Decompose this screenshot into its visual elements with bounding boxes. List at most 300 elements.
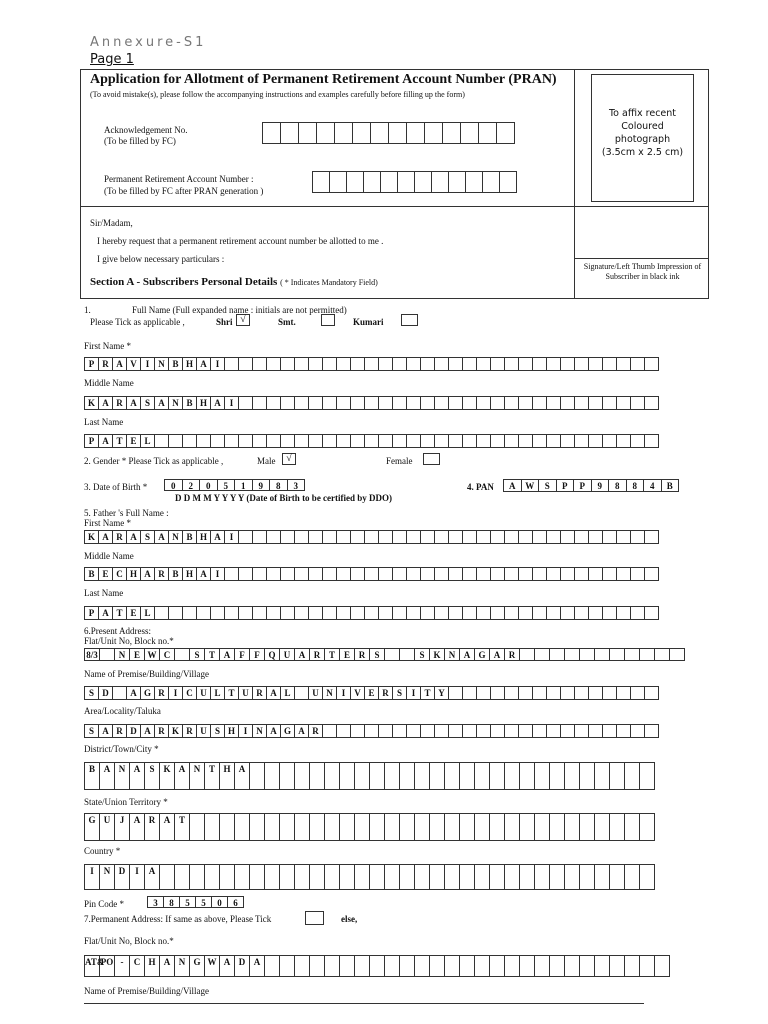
pran-number-field[interactable] [312,171,517,193]
char-box[interactable] [281,434,295,448]
char-box[interactable] [490,955,505,977]
district-field[interactable] [84,762,655,790]
char-box[interactable] [645,530,659,544]
char-box[interactable] [430,955,445,977]
char-box[interactable] [533,530,547,544]
char-box[interactable] [475,813,490,841]
char-box[interactable] [631,434,645,448]
char-box[interactable]: K [85,530,99,544]
char-box[interactable] [500,171,517,193]
char-box[interactable] [547,530,561,544]
char-box[interactable] [355,864,370,890]
char-box[interactable] [505,762,520,790]
char-box[interactable] [631,686,645,700]
char-box[interactable] [519,357,533,371]
char-box[interactable] [575,434,589,448]
char-box[interactable] [575,606,589,620]
char-box[interactable] [519,434,533,448]
char-box[interactable]: S [145,762,160,790]
char-box[interactable] [575,567,589,581]
char-box[interactable]: A [99,434,113,448]
char-box[interactable] [421,530,435,544]
char-box[interactable] [239,530,253,544]
char-box[interactable] [449,606,463,620]
char-box[interactable] [491,724,505,738]
char-box[interactable] [355,813,370,841]
char-box[interactable] [477,357,491,371]
char-box[interactable]: A [127,686,141,700]
char-box[interactable] [631,724,645,738]
char-box[interactable] [400,864,415,890]
pan-field[interactable] [503,479,679,492]
char-box[interactable] [561,396,575,410]
char-box[interactable] [239,434,253,448]
char-box[interactable] [323,396,337,410]
char-box[interactable] [295,813,310,841]
char-box[interactable]: A [197,567,211,581]
char-box[interactable] [310,813,325,841]
char-box[interactable] [505,530,519,544]
char-box[interactable] [330,171,347,193]
char-box[interactable] [533,606,547,620]
char-box[interactable] [463,724,477,738]
char-box[interactable] [547,606,561,620]
char-box[interactable] [309,606,323,620]
char-box[interactable]: I [141,357,155,371]
char-box[interactable] [225,434,239,448]
char-box[interactable] [610,955,625,977]
char-box[interactable] [365,606,379,620]
char-box[interactable] [505,567,519,581]
char-box[interactable]: W [145,648,160,661]
char-box[interactable] [309,357,323,371]
char-box[interactable] [323,530,337,544]
char-box[interactable]: G [281,724,295,738]
char-box[interactable] [640,864,655,890]
char-box[interactable] [337,396,351,410]
char-box[interactable] [295,864,310,890]
char-box[interactable]: 4 [644,479,662,492]
char-box[interactable]: A [220,648,235,661]
char-box[interactable] [197,434,211,448]
char-box[interactable]: I [225,396,239,410]
char-box[interactable] [265,762,280,790]
char-box[interactable] [575,724,589,738]
char-box[interactable] [435,396,449,410]
char-box[interactable] [280,955,295,977]
char-box[interactable]: A [197,357,211,371]
char-box[interactable]: 8 [609,479,627,492]
char-box[interactable] [351,434,365,448]
char-box[interactable]: A [504,479,522,492]
char-box[interactable] [393,606,407,620]
char-box[interactable] [449,567,463,581]
kumari-checkbox[interactable] [401,314,418,326]
char-box[interactable]: V [351,686,365,700]
char-box[interactable] [565,648,580,661]
char-box[interactable] [519,567,533,581]
char-box[interactable]: A [211,530,225,544]
char-box[interactable] [550,648,565,661]
char-box[interactable]: I [239,724,253,738]
char-box[interactable] [561,357,575,371]
char-box[interactable] [317,122,335,144]
char-box[interactable] [645,396,659,410]
char-box[interactable] [407,122,425,144]
char-box[interactable] [561,530,575,544]
char-box[interactable] [505,724,519,738]
char-box[interactable] [364,171,381,193]
char-box[interactable] [421,724,435,738]
char-box[interactable] [407,357,421,371]
char-box[interactable] [603,686,617,700]
char-box[interactable]: E [127,606,141,620]
char-box[interactable] [533,724,547,738]
char-box[interactable]: A [100,762,115,790]
char-box[interactable]: H [127,567,141,581]
char-box[interactable] [435,530,449,544]
char-box[interactable] [379,567,393,581]
char-box[interactable] [235,813,250,841]
char-box[interactable]: I [85,864,100,890]
char-box[interactable] [340,762,355,790]
char-box[interactable] [211,434,225,448]
char-box[interactable] [595,813,610,841]
char-box[interactable] [415,813,430,841]
char-box[interactable] [617,396,631,410]
char-box[interactable]: A [175,762,190,790]
char-box[interactable]: H [220,762,235,790]
char-box[interactable]: B [183,530,197,544]
char-box[interactable] [281,122,299,144]
char-box[interactable] [225,567,239,581]
char-box[interactable]: P [557,479,575,492]
char-box[interactable] [310,864,325,890]
char-box[interactable] [267,606,281,620]
char-box[interactable]: 2 [183,479,201,491]
char-box[interactable] [589,724,603,738]
char-box[interactable] [190,813,205,841]
char-box[interactable]: K [169,724,183,738]
char-box[interactable] [239,396,253,410]
char-box[interactable] [351,357,365,371]
char-box[interactable] [550,955,565,977]
char-box[interactable]: B [169,357,183,371]
char-box[interactable]: G [190,955,205,977]
char-box[interactable] [267,530,281,544]
char-box[interactable]: E [130,648,145,661]
char-box[interactable]: N [115,762,130,790]
char-box[interactable]: A [130,762,145,790]
char-box[interactable] [631,567,645,581]
char-box[interactable] [253,357,267,371]
char-box[interactable] [313,171,330,193]
char-box[interactable]: A [113,357,127,371]
char-box[interactable] [381,171,398,193]
char-box[interactable]: B [85,762,100,790]
char-box[interactable] [267,567,281,581]
char-box[interactable] [547,567,561,581]
char-box[interactable] [533,434,547,448]
char-box[interactable] [239,567,253,581]
char-box[interactable] [645,724,659,738]
char-box[interactable]: D [115,864,130,890]
premise-field[interactable] [84,686,659,700]
char-box[interactable] [267,357,281,371]
char-box[interactable]: G [141,686,155,700]
char-box[interactable]: T [205,762,220,790]
char-box[interactable]: A [130,813,145,841]
char-box[interactable] [309,434,323,448]
char-box[interactable] [520,813,535,841]
char-box[interactable]: A [267,686,281,700]
char-box[interactable]: N [155,357,169,371]
char-box[interactable] [491,530,505,544]
char-box[interactable]: 0 [165,479,183,491]
char-box[interactable]: A [250,955,265,977]
char-box[interactable]: E [340,648,355,661]
char-box[interactable]: A [211,396,225,410]
char-box[interactable] [421,567,435,581]
char-box[interactable] [421,606,435,620]
char-box[interactable] [603,434,617,448]
char-box[interactable]: S [415,648,430,661]
char-box[interactable] [625,955,640,977]
char-box[interactable] [393,434,407,448]
char-box[interactable] [370,813,385,841]
dob-field[interactable] [164,479,305,491]
char-box[interactable] [477,434,491,448]
char-box[interactable]: A [127,396,141,410]
char-box[interactable] [295,396,309,410]
char-box[interactable] [225,606,239,620]
char-box[interactable] [253,396,267,410]
char-box[interactable]: 3 [148,896,164,908]
char-box[interactable] [603,357,617,371]
char-box[interactable] [479,122,497,144]
char-box[interactable]: K [85,396,99,410]
char-box[interactable] [295,686,309,700]
char-box[interactable] [610,762,625,790]
char-box[interactable] [580,813,595,841]
char-box[interactable] [520,955,535,977]
char-box[interactable] [250,813,265,841]
char-box[interactable] [113,686,127,700]
char-box[interactable] [371,122,389,144]
first-name-field[interactable] [84,357,659,371]
char-box[interactable] [340,813,355,841]
char-box[interactable]: R [505,648,520,661]
char-box[interactable] [365,724,379,738]
char-box[interactable] [263,122,281,144]
char-box[interactable] [239,357,253,371]
char-box[interactable]: S [141,530,155,544]
char-box[interactable]: S [370,648,385,661]
char-box[interactable]: S [190,648,205,661]
char-box[interactable]: - [115,955,130,977]
char-box[interactable] [491,606,505,620]
char-box[interactable] [533,686,547,700]
char-box[interactable]: Q [265,648,280,661]
char-box[interactable] [640,813,655,841]
char-box[interactable] [595,648,610,661]
char-box[interactable] [310,762,325,790]
char-box[interactable] [603,724,617,738]
char-box[interactable] [175,864,190,890]
char-box[interactable]: A [295,648,310,661]
char-box[interactable] [183,606,197,620]
char-box[interactable] [385,762,400,790]
char-box[interactable] [379,724,393,738]
char-box[interactable]: AT& [85,955,100,977]
char-box[interactable] [280,864,295,890]
char-box[interactable] [477,567,491,581]
char-box[interactable] [355,762,370,790]
char-box[interactable]: A [235,762,250,790]
char-box[interactable] [445,813,460,841]
char-box[interactable] [483,171,500,193]
char-box[interactable] [575,686,589,700]
char-box[interactable] [463,530,477,544]
char-box[interactable] [435,567,449,581]
char-box[interactable] [337,606,351,620]
char-box[interactable]: S [85,686,99,700]
char-box[interactable] [347,171,364,193]
father-last-name-field[interactable] [84,606,659,620]
char-box[interactable] [435,357,449,371]
char-box[interactable]: H [225,724,239,738]
char-box[interactable]: L [211,686,225,700]
char-box[interactable] [475,864,490,890]
smt-checkbox[interactable] [321,314,335,326]
char-box[interactable]: N [169,530,183,544]
char-box[interactable]: S [211,724,225,738]
char-box[interactable] [430,762,445,790]
char-box[interactable]: A [460,648,475,661]
char-box[interactable] [267,396,281,410]
char-box[interactable] [281,357,295,371]
char-box[interactable] [603,530,617,544]
char-box[interactable]: A [141,724,155,738]
char-box[interactable] [655,955,670,977]
char-box[interactable] [155,434,169,448]
char-box[interactable] [617,530,631,544]
char-box[interactable]: 6 [228,896,244,908]
char-box[interactable]: R [155,567,169,581]
char-box[interactable] [385,864,400,890]
char-box[interactable] [463,357,477,371]
char-box[interactable] [299,122,317,144]
char-box[interactable] [295,762,310,790]
char-box[interactable]: U [197,686,211,700]
char-box[interactable]: C [130,955,145,977]
char-box[interactable] [550,864,565,890]
char-box[interactable] [610,648,625,661]
char-box[interactable] [385,648,400,661]
char-box[interactable]: E [99,567,113,581]
char-box[interactable] [370,864,385,890]
char-box[interactable] [519,606,533,620]
char-box[interactable] [400,813,415,841]
char-box[interactable] [400,762,415,790]
char-box[interactable] [547,396,561,410]
char-box[interactable] [565,813,580,841]
char-box[interactable] [398,171,415,193]
char-box[interactable] [640,648,655,661]
char-box[interactable] [211,606,225,620]
char-box[interactable]: R [379,686,393,700]
char-box[interactable]: N [115,648,130,661]
char-box[interactable] [603,606,617,620]
char-box[interactable] [449,434,463,448]
char-box[interactable] [603,396,617,410]
char-box[interactable] [253,606,267,620]
char-box[interactable]: N [323,686,337,700]
char-box[interactable] [415,955,430,977]
char-box[interactable] [580,648,595,661]
char-box[interactable]: B [85,567,99,581]
char-box[interactable]: R [145,813,160,841]
char-box[interactable] [617,686,631,700]
char-box[interactable] [415,171,432,193]
char-box[interactable]: R [155,686,169,700]
char-box[interactable] [645,567,659,581]
char-box[interactable] [603,567,617,581]
char-box[interactable] [505,686,519,700]
char-box[interactable] [519,396,533,410]
char-box[interactable]: N [100,864,115,890]
char-box[interactable] [491,396,505,410]
char-box[interactable]: A [490,648,505,661]
char-box[interactable] [519,530,533,544]
char-box[interactable] [589,606,603,620]
char-box[interactable] [169,434,183,448]
char-box[interactable] [547,434,561,448]
char-box[interactable] [547,357,561,371]
char-box[interactable] [351,606,365,620]
char-box[interactable]: R [310,648,325,661]
char-box[interactable]: I [169,686,183,700]
char-box[interactable]: R [113,530,127,544]
char-box[interactable]: P [574,479,592,492]
char-box[interactable] [449,686,463,700]
char-box[interactable] [407,606,421,620]
char-box[interactable] [645,606,659,620]
char-box[interactable] [250,864,265,890]
char-box[interactable]: A [155,530,169,544]
country-field[interactable] [84,864,655,890]
char-box[interactable]: 5 [218,479,236,491]
char-box[interactable]: 3 [288,479,306,491]
char-box[interactable] [670,648,685,661]
char-box[interactable]: 9 [592,479,610,492]
char-box[interactable] [449,724,463,738]
char-box[interactable]: 8 [270,479,288,491]
state-field[interactable] [84,813,655,841]
char-box[interactable]: U [197,724,211,738]
char-box[interactable]: 9 [253,479,271,491]
char-box[interactable] [463,606,477,620]
char-box[interactable] [337,434,351,448]
char-box[interactable]: T [325,648,340,661]
char-box[interactable] [561,686,575,700]
char-box[interactable]: B [662,479,680,492]
char-box[interactable] [460,864,475,890]
char-box[interactable]: 0 [200,479,218,491]
char-box[interactable]: I [211,567,225,581]
char-box[interactable] [533,357,547,371]
char-box[interactable] [589,357,603,371]
